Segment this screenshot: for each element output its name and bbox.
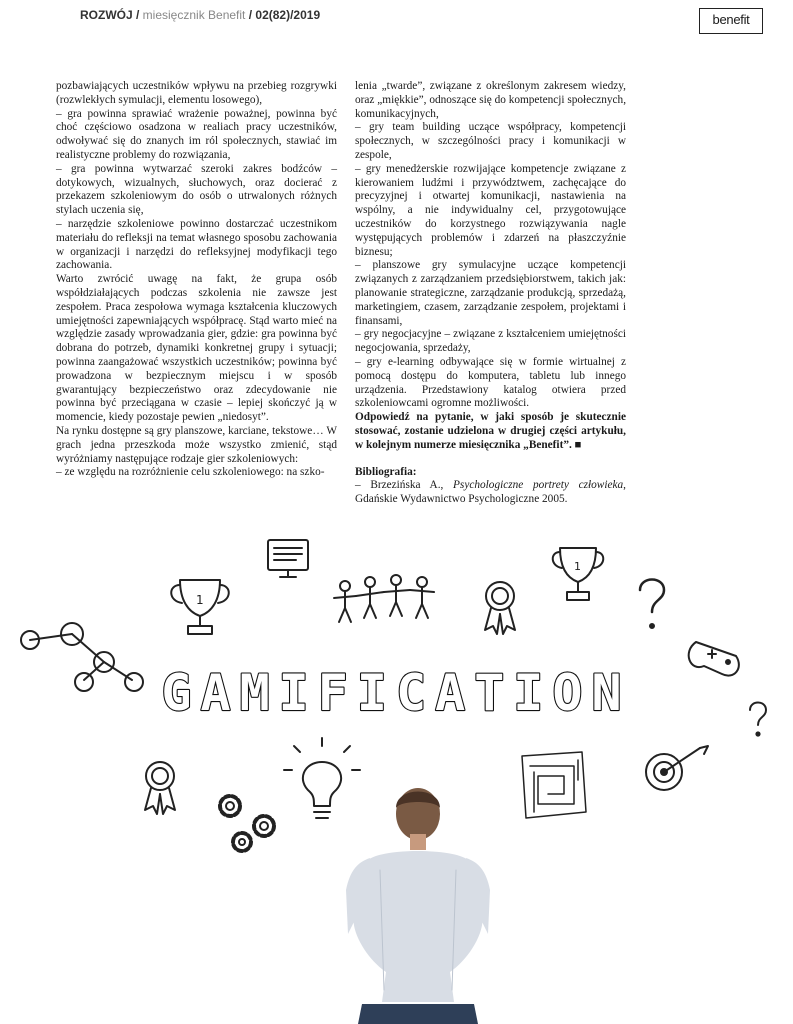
award-ribbon-icon-2 — [145, 762, 175, 814]
gears-icon — [220, 796, 274, 851]
paragraph: – narzędzie szkoleniowe powinno dostarczać uczestnikom materiału do refleksji na temat własnego sposobu zachowania w organizacji i narzędzi do refleksyjnej modyfikacji tego zachowania. — [56, 217, 337, 272]
monitor-icon — [268, 540, 308, 577]
article-column-right — [355, 80, 626, 507]
trophy-icon-2 — [553, 548, 604, 600]
paragraph: Na rynku dostępne są gry planszowe, karciane, tekstowe… W grach jedna przeszkoda może wszystko zmienić, stąd wyróżniamy następujące rodzaje gier szkoleniowych: — [56, 424, 337, 465]
gamepad-icon — [689, 642, 739, 676]
issue-number: 02(82)/2019 — [252, 8, 321, 22]
bibliography-author: – Brzezińska A., — [355, 479, 454, 492]
magazine-name: miesięcznik Benefit — [139, 8, 249, 22]
paragraph: – gry negocjacyjne – związane z kształceniem umiejętności negocjowania, sprzedaży, — [355, 328, 626, 355]
lightbulb-icon — [284, 738, 360, 818]
closing-paragraph: Odpowiedź na pytanie, w jaki sposób je skutecznie stosować, zostanie udzielona w drugiej części artykułu, w kolejnym numerze miesięcznika „Benefit”. ■ — [355, 411, 626, 451]
section-name: ROZWÓJ / — [80, 8, 140, 22]
award-ribbon-icon — [485, 582, 515, 634]
maze-icon — [522, 752, 586, 818]
benefit-logo: benefit — [699, 8, 763, 34]
header-separator: / — [248, 8, 253, 22]
paragraph: – gry e-learning odbywające się w formie wirtualnej z pomocą dostępu do komputera, tabletu lub innego urządzenia. Przedstawiony katalog otwiera przed szkoleniowcami ogromne możliwości. — [355, 355, 626, 410]
question-mark-icon — [640, 580, 766, 736]
paragraph: pozbawiających uczestników wpływu na przebieg rozgrywki (rozwlekłych symulacji, elementu losowego), — [56, 80, 337, 106]
bibliography-title: Psychologiczne portrety człowieka — [453, 479, 624, 492]
paragraph: – planszowe gry symulacyjne uczące kompetencji związanych z zarządzaniem przedsiębiorstwem, takich jak: planowanie strategiczne, zarządzanie produkcją, sprzedażą, marketingiem, czasem, zarządzanie zespołem, projektami i finansami, — [355, 259, 626, 327]
trophy-icon — [171, 580, 229, 634]
article-column-left — [56, 80, 337, 480]
bibliography-rest: , Gdańskie Wydawnictwo Psychologiczne 2005. — [355, 479, 626, 506]
paragraph: – gra powinna wytwarzać szeroki zakres bodźców – dotykowych, wizualnych, słuchowych, oraz docierać z przekazem szkoleniowym do osób o utrwalonych różnych stylach uczenia się, — [56, 162, 337, 217]
paragraph: – ze względu na rozróżnienie celu szkoleniowego: na szko- — [56, 466, 325, 479]
svg-text:1: 1 — [574, 560, 581, 573]
bibliography: Bibliografia: – Brzezińska A., Psychologiczne portrety człowieka, Gdańskie Wydawnictwo Psychologiczne 2005. — [355, 465, 626, 506]
running-header — [80, 8, 320, 22]
bibliography-heading: Bibliografia — [355, 465, 413, 478]
man-figure — [346, 788, 490, 1024]
paragraph: Warto zwrócić uwagę na fakt, że grupa osób współdziałających podczas szkolenia nie zawsze jest zespołem. Praca zespołowa wymaga kształcenia kluczowych umiejętności zapewniających współpracę. Stąd warto mieć na względzie zasady wprowadzania gier, gdzie: gra powinna być dobrana do potrzeb, dynamiki konkretnej grupy i sytuacji; powinna zaangażować wszystkich uczestników; powinna być prowadzona w bezpiecznym miejscu i w sposób gwarantujący bezpieczeństwo oraz zdecydowanie nie powinna być przeciągana w czasie – lepiej skończyć ją w momencie, kiedy pozostaje pewien „niedosyt”. — [56, 273, 337, 424]
paragraph: lenia „twarde”, związane z określonym zakresem wiedzy, oraz „miękkie”, odnoszące się do kompetencji społecznych, komunikacyjnych, — [355, 80, 627, 120]
paragraph: – gry menedżerskie rozwijające kompetencje związane z kierowaniem ludźmi i przywództwem, zachęcające do precyzyjnej i otwartej komunikacji, nastawienia na wspólny, a nie indywidualny cel, przygotowujące uczestników do korzystnego rozwiązywania nagle występujących problemów i zdarzeń na płaszczyźnie biznesu; — [355, 162, 626, 258]
gamification-illustration — [0, 530, 793, 1024]
network-icon — [21, 623, 143, 691]
paragraph: – gra powinna sprawiać wrażenie poważnej, powinna być choć częściowo osadzona w realiach pracy uczestników, odwoływać się do znanych im ról społecznych, stawiać im realistyczne problemy do rozwiązania, — [56, 107, 337, 161]
target-icon — [646, 746, 708, 790]
svg-text:1: 1 — [196, 593, 204, 607]
paragraph: – gry team building uczące współpracy, kompetencji społecznych, w szczególności pracy i komunikacji w zespole, — [355, 121, 626, 161]
gamification-headline: GAMIFICATION — [161, 664, 631, 722]
people-icon — [334, 575, 434, 622]
